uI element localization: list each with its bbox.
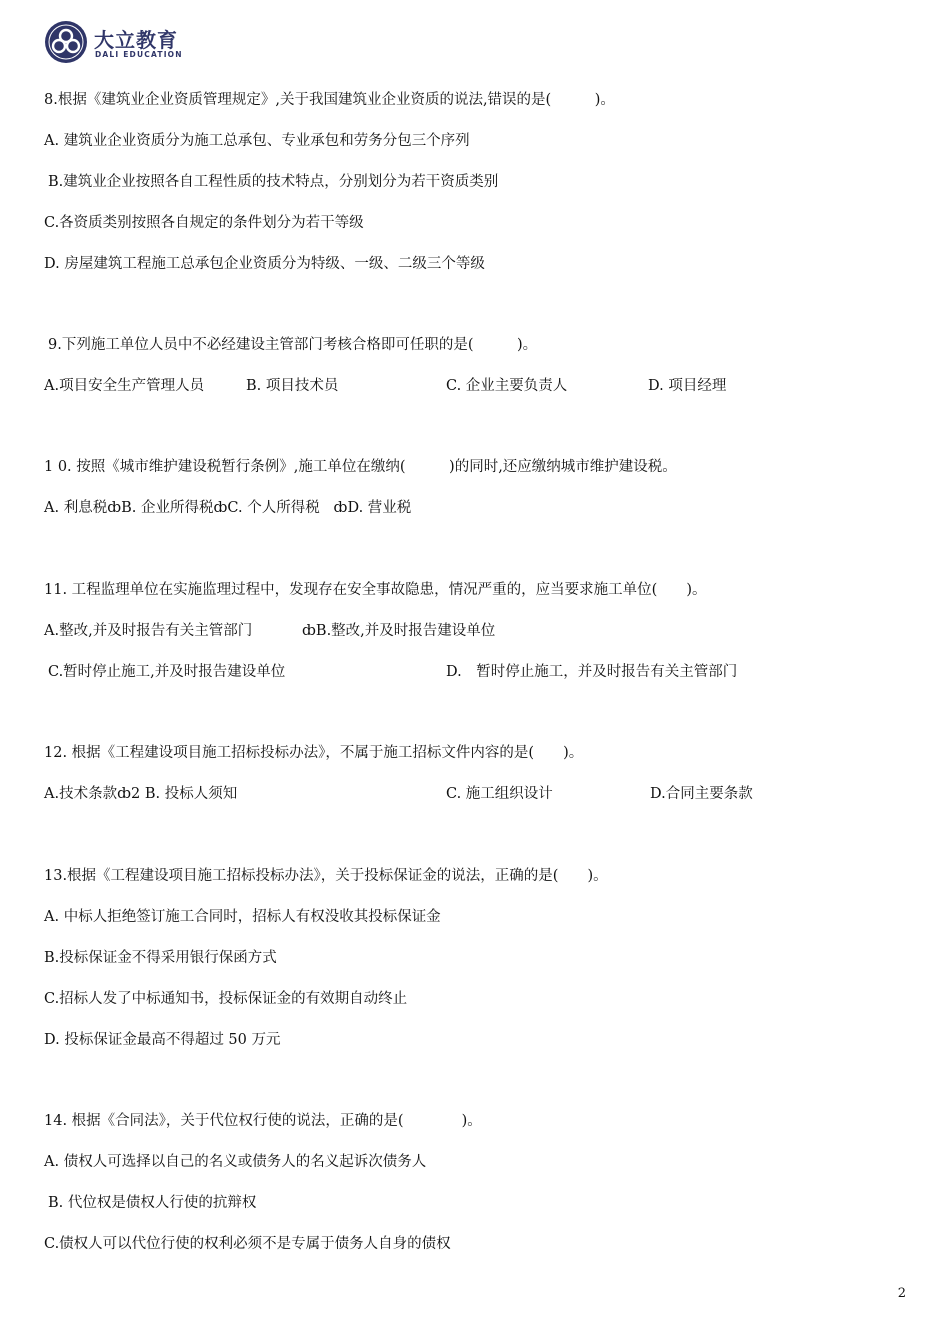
q9-option-d: D. 项目经理 [648,378,727,394]
q10-option-d: D. 营业税 [347,500,412,516]
q14-stem: 14. 根据《合同法》，关于代位权行使的说法，正确的是( )。 [44,1113,482,1129]
q13-option-c: C.招标人发了中标通知书，投标保证金的有效期自动终止 [44,991,408,1007]
q8-stem: 8.根据《建筑业企业资质管理规定》,关于我国建筑业企业资质的说法,错误的是( )。 [44,92,615,108]
q8-option-c: C.各资质类别按照各自规定的条件划分为若干等级 [44,215,364,231]
q10-option-b: B. 企业所得税 [121,500,214,516]
page-number: 2 [897,1286,906,1301]
q14-option-c: C.债权人可以代位行使的权利必须不是专属于债务人自身的债权 [44,1236,451,1252]
q8-option-d: D. 房屋建筑工程施工总承包企业资质分为特级、一级、二级三个等级 [44,256,485,272]
q10-separator: ȸ [107,500,122,516]
q11-stem: 11. 工程监理单位在实施监理过程中，发现存在安全事故隐患，情况严重的，应当要求施工单位( )。 [44,582,707,598]
q13-option-a: A. 中标人拒绝签订施工合同时，招标人有权没收其投标保证金 [44,909,441,925]
q11-option-d: D. 暂时停止施工，并及时报告有关主管部门 [446,664,738,680]
q8-option-b: B.建筑业企业按照各自工程性质的技术特点，分别划分为若干资质类别 [48,174,499,190]
dali-logo-icon [44,20,88,64]
q14-option-a: A. 债权人可选择以自己的名义或债务人的名义起诉次债务人 [44,1154,427,1170]
q12-option-c: C. 施工组织设计 [446,786,553,802]
q9-stem: 9.下列施工单位人员中不必经建设主管部门考核合格即可任职的是( )。 [48,337,538,353]
q14-option-b: B. 代位权是债权人行使的抗辩权 [48,1195,257,1211]
brand-logo [44,20,204,66]
q13-option-b: B.投标保证金不得采用银行保函方式 [44,950,277,966]
q10-separator: ȸ [333,500,348,516]
q11-option-b: ȸB.整改,并及时报告建设单位 [302,623,496,639]
q12-option-a-b: A.技术条款ȸ2 B. 投标人须知 [44,786,238,802]
q10-separator: ȸ [213,500,228,516]
q13-option-d: D. 投标保证金最高不得超过 50 万元 [44,1032,281,1048]
q9-option-c: C. 企业主要负责人 [446,378,568,394]
q10-option-a: A. 利息税 [44,500,108,516]
q11-option-a: A.整改,并及时报告有关主管部门 [44,623,253,639]
q11-option-c: C.暂时停止施工,并及时报告建设单位 [48,664,286,680]
q9-option-a: A.项目安全生产管理人员 [44,378,205,394]
q9-option-b: B. 项目技术员 [246,378,339,394]
q10-options [44,498,411,518]
q12-option-d: D.合同主要条款 [650,786,753,802]
logo-chinese-name: 大立教育 [94,28,178,52]
q10-option-c: C. 个人所得税 [227,500,320,516]
q10-stem: 1 0. 按照《城市维护建设税暂行条例》,施工单位在缴纳( )的同时,还应缴纳城市维护建设税。 [44,459,677,475]
logo-english-name: DALI EDUCATION [95,50,183,59]
q13-stem: 13.根据《工程建设项目施工招标投标办法》，关于投标保证金的说法，正确的是( )。 [44,868,608,884]
q8-option-a: A. 建筑业企业资质分为施工总承包、专业承包和劳务分包三个序列 [44,133,470,149]
q12-stem: 12. 根据《工程建设项目施工招标投标办法》，不属于施工招标文件内容的是( )。 [44,745,584,761]
